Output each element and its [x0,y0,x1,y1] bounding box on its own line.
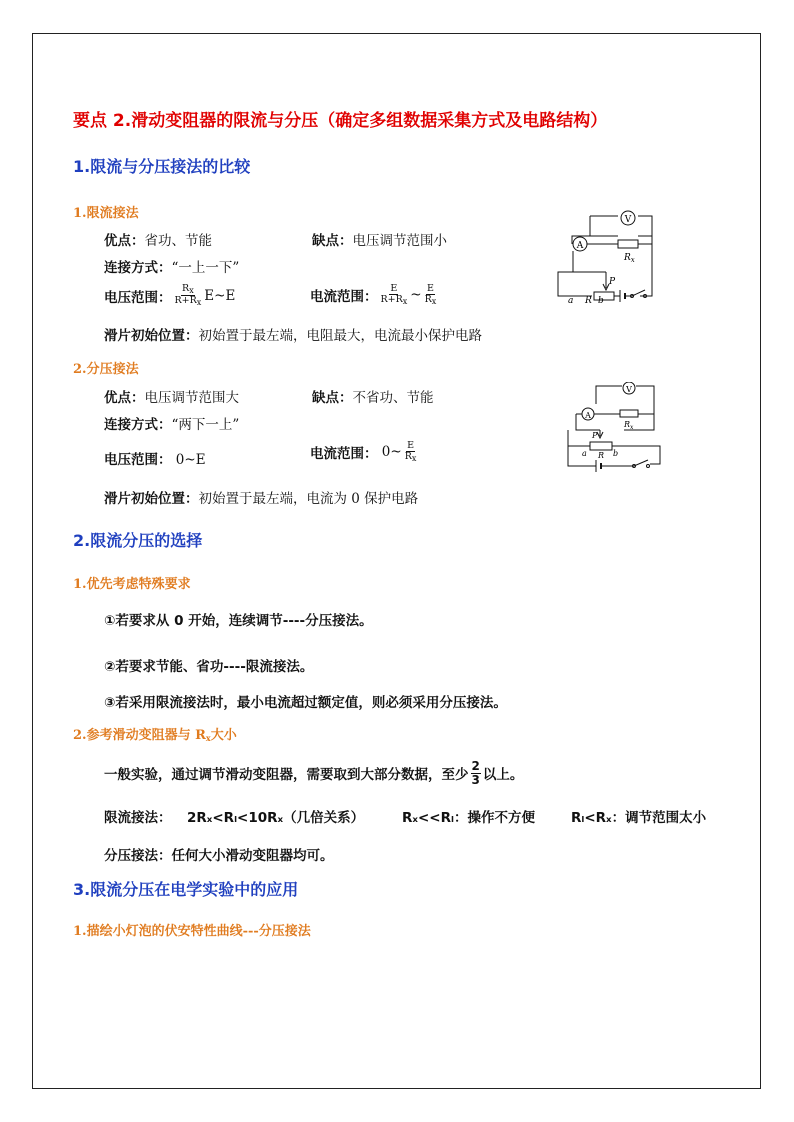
divider-voltage-label: 电压范围： [104,452,172,468]
limit-condition-1: 2Rₓ<Rₗ<10Rₓ（几倍关系） [187,810,365,826]
limit-connect-label: 连接方式： [104,260,172,276]
special-requirements-heading: 1.优先考虑特殊要求 [73,577,191,592]
divider-connect [104,413,239,433]
limit-heading: 1.限流接法 [73,206,139,221]
limit-connect [104,256,239,276]
limit-current-fraction-1: $\frac{E}{R+R_x}$ [380,283,408,306]
limit-pros-label: 优点： [104,233,145,249]
divider-pros-label: 优点： [104,390,145,406]
limit-rx-label: $R_x$ [624,253,635,264]
limit-condition-2: Rₓ<<Rₗ：操作不方便 [402,810,535,826]
divider-pros [104,386,239,406]
divider-current [310,441,419,463]
limit-voltage [104,284,235,308]
section3-heading: 3.限流分压在电学实验中的应用 [73,880,299,899]
requirement-item-3: ③若采用限流接法时，最小电流超过额定值，则必须采用分压接法。 [104,695,507,711]
divider-rx-label: $R_x$ [624,420,634,431]
limit-voltage-label: 电压范围： [104,289,172,306]
divider-cons-text: 不省功、节能 [352,390,434,406]
limit-cons-text: 电压调节范围小 [352,233,447,249]
section1-heading: 1.限流与分压接法的比较 [73,157,251,176]
limit-connect-text: “一上一下” [171,260,240,276]
divider-current-label: 电流范围： [310,446,378,463]
two-thirds-fraction: $\frac{2}{3}$ [471,759,480,787]
limit-current-fraction-2: $\frac{E}{R_x}$ [424,283,437,306]
limit-p-label: P [609,277,616,287]
limit-slider-text: 初始置于最左端，电阻最大，电流最小保护电路 [198,328,482,344]
limit-voltage-fraction: $\frac{R_x}{R+R_x}$ [174,283,202,308]
limit-cons-label: 缺点： [312,233,353,249]
limit-current-tilde: ~ [410,287,422,304]
divider-connect-label: 连接方式： [104,417,172,433]
divider-r-label: R [598,451,605,460]
divider-voltage-text: 0~E [175,452,206,468]
divider-any-rheostat-line: 分压接法：任何大小滑动变阻器均可。 [104,848,334,864]
divider-slider-text: 初始置于最左端，电流为 0 保护电路 [198,491,419,507]
limit-current-label: 电流范围： [310,289,378,306]
limit-slider-label: 滑片初始位置： [104,328,199,344]
divider-slider [104,487,418,507]
divider-a-label: a [582,449,587,458]
divider-cons [312,386,434,406]
limit-r-label: R [585,296,592,306]
divider-circuit-diagram [560,382,666,472]
divider-slider-label: 滑片初始位置： [104,491,199,507]
limit-a-label: a [568,296,574,306]
general-experiment-line: 一般实验，通过调节滑动变阻器，需要取到大部分数据，至少 $\frac{2}{3}$ 以上。 [104,759,524,787]
divider-voltmeter-label: V [626,385,632,394]
limit-b-label: b [598,296,604,306]
limit-current [310,284,439,306]
limit-voltage-tail: E~E [204,287,236,304]
limit-pros [104,229,212,249]
limit-pros-text: 省功、节能 [144,233,212,249]
limit-voltmeter-label: V [624,215,632,225]
bulb-iv-curve-heading: 1.描绘小灯泡的伏安特性曲线---分压接法 [73,924,311,939]
requirement-item-2: ②若要求节能、省功----限流接法。 [104,659,314,675]
reference-heading: 2.参考滑动变阻器与 $R_x$大小 [73,728,237,743]
page-title: 要点 2.滑动变阻器的限流与分压（确定多组数据采集方式及电路结构） [73,111,608,131]
section2-heading: 2.限流分压的选择 [73,531,203,550]
divider-pros-text: 电压调节范围大 [144,390,239,406]
limit-cons [312,229,447,249]
divider-ammeter-label: A [585,411,591,420]
limit-condition-label: 限流接法： [104,810,172,826]
divider-current-fraction: $\frac{E}{R_x}$ [404,440,417,463]
divider-voltage [104,448,206,468]
divider-current-prefix: 0~ [381,444,402,461]
limit-condition-3: Rₗ<Rₓ：调节范围太小 [571,810,707,826]
limit-circuit-diagram [550,210,666,306]
limit-slider [104,324,482,344]
limit-ammeter-label: A [576,241,584,251]
divider-cons-label: 缺点： [312,390,353,406]
divider-b-label: b [613,449,619,458]
requirement-item-1: ①若要求从 0 开始，连续调节----分压接法。 [104,613,373,629]
divider-heading: 2.分压接法 [73,362,139,377]
divider-p-label: P [592,431,598,440]
divider-connect-text: “两下一上” [171,417,240,433]
